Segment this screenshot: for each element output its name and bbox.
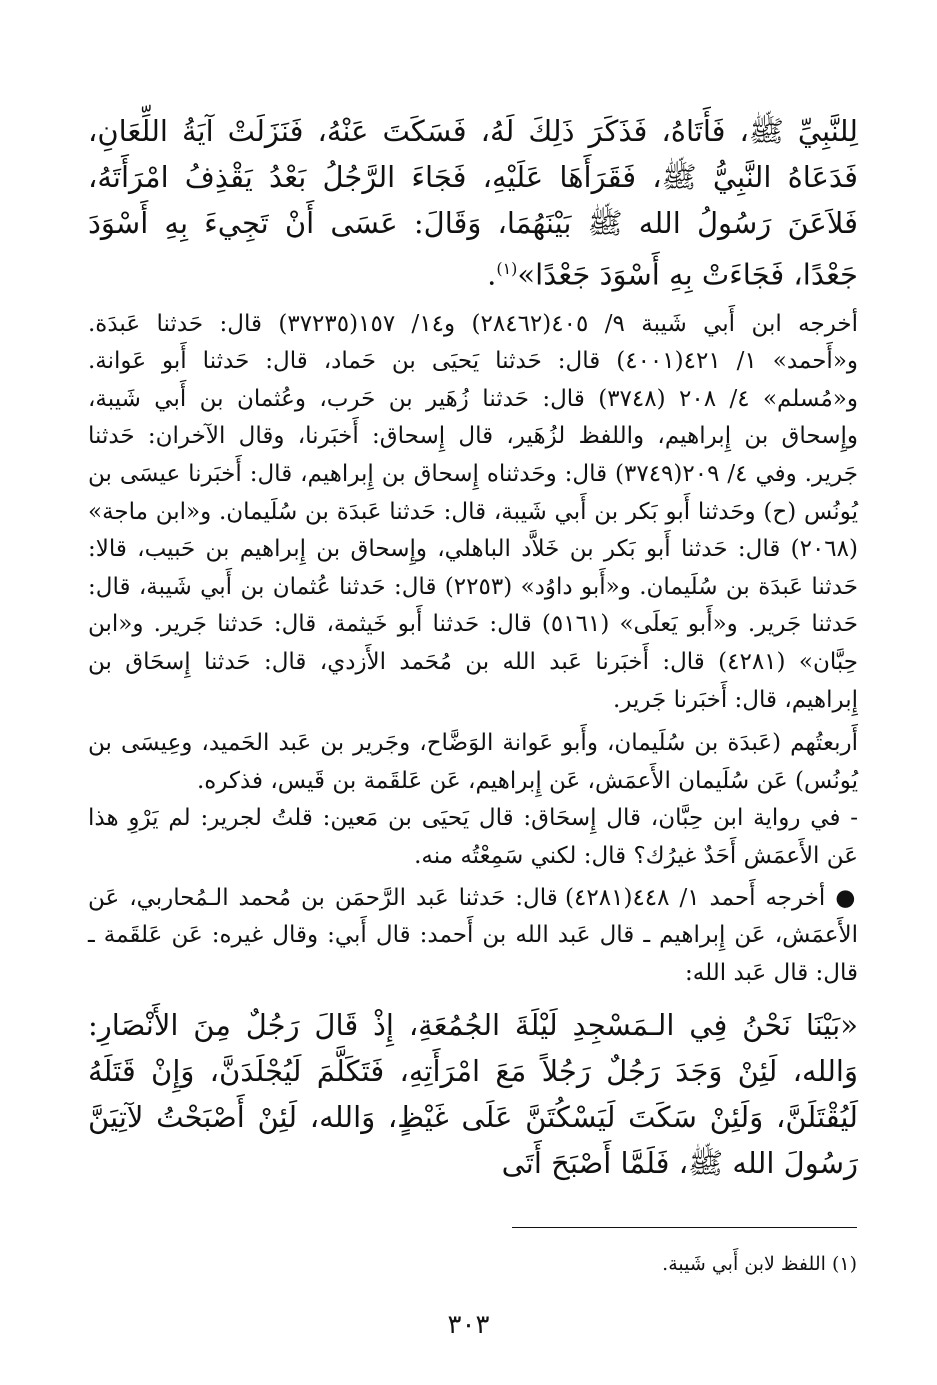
footnote: (١) اللفظ لابن أَبي شَيبة. bbox=[662, 1253, 857, 1275]
bullet-icon: ● bbox=[835, 884, 859, 911]
takhrij-paragraph-3: - في رواية ابن حِبَّان، قال إِسحَاق: قال يَحيَى بن مَعين: قلتُ لجرير: لم يَرْوِ هذا عَن الأَعمَش أَحَدٌ غيرُك؟ قال: لكني سَمِعْتُه منه. bbox=[88, 805, 858, 869]
hadith-text-2: «بَيْنَا نَحْنُ فِي الـمَسْجِدِ لَيْلَةَ الجُمُعَةِ، إِذْ قَالَ رَجُلٌ مِنَ الأَنْصَارِ: وَالله، لَئِنْ وَجَدَ رَجُلٌ رَجُلاً مَعَ امْرَأَتِهِ، فَتَكَلَّمَ لَيُجْلَدَنَّ، وَإِنْ قَتَلَهُ لَيُقْتَلَنَّ، وَلَئِنْ سَكَتَ لَيَسْكُتَنَّ عَلَى غَيْظٍ، وَالله، لَئِنْ أَصْبَحْتُ لآتِيَنَّ رَسُولَ الله ﷺ، فَلَمَّا أَصْبَحَ أَتَى bbox=[88, 1008, 858, 1181]
page-number: ٣٠٣ bbox=[447, 1310, 490, 1340]
takhrij-paragraph-4 bbox=[88, 880, 858, 993]
takhrij-paragraph-2: أَربعتُهم (عَبدَة بن سُلَيمان، وأَبو عَوانة الوَضَّاح، وجَرير بن عَبد الحَميد، وعِيسَى بن يُونُس) عَن سُلَيمان الأَعمَش، عَن إِبراهيم، عَن عَلقَمة بن قَيس، فذكره. bbox=[88, 730, 858, 794]
takhrij-paragraph-4-text: أخرجه أَحمد ١/ ٤٤٨(٤٢٨١) قال: حَدثنا عَبد الرَّحمَن بن مُحمد الـمُحاربي، عَن الأَعمَش، عَن إِبراهيم ـ قال عَبد الله بن أَحمد: قال أَبي: وقال غيره: عَن عَلقَمة ـ قال: قال عَبد الله: bbox=[88, 884, 858, 986]
page-body bbox=[88, 108, 858, 1186]
hadith-text-1 bbox=[88, 108, 858, 298]
footnote-divider bbox=[512, 1227, 857, 1228]
hadith-text-1-end: . bbox=[487, 257, 497, 292]
footnote-ref-1: (١) bbox=[496, 259, 518, 278]
hadith-text-1-body: لِلنَّبِيِّ ﷺ، فَأَتَاهُ، فَذَكَرَ ذَلِكَ لَهُ، فَسَكَتَ عَنْهُ، فَنَزَلَتْ آيَةُ اللِّعَانِ، فَدَعَاهُ النَّبِيُّ ﷺ، فَقَرَأَهَا عَلَيْهِ، فَجَاءَ الرَّجُلُ بَعْدُ يَقْذِفُ امْرَأَتَهُ، فَلاَعَنَ رَسُولُ الله ﷺ بَيْنَهُمَا، وَقَالَ: عَسَى أَنْ تَجِيءَ بِهِ أَسْوَدَ جَعْدًا، فَجَاءَتْ بِهِ أَسْوَدَ جَعْدًا» bbox=[88, 114, 858, 292]
takhrij-paragraph-1: أخرجه ابن أَبي شَيبة ٩/ ٤٠٥(٢٨٤٦٢) و١٤/ ١٥٧(٣٧٢٣٥) قال: حَدثنا عَبدَة. و«أَحمد» ١/ ٤٢١(٤٠٠١) قال: حَدثنا يَحيَى بن حَماد، قال: حَدثنا أَبو عَوانة. و«مُسلم» ٤/ ٢٠٨ (٣٧٤٨) قال: حَدثنا زُهَير بن حَرب، وعُثمان بن أَبي شَيبة، وإِسحاق بن إِبراهيم، واللفظ لزُهَير، قال إِسحاق: أَخبَرنا، وقال الآخران: حَدثنا جَرير. وفي ٤/ ٢٠٩(٣٧٤٩) قال: وحَدثناه إِسحاق بن إِبراهيم، قال: أَخبَرنا عيسَى بن يُونُس (ح) وحَدثنا أَبو بَكر بن أَبي شَيبة، قال: حَدثنا عَبدَة بن سُلَيمان. و«ابن ماجة» (٢٠٦٨) قال: حَدثنا أَبو بَكر بن خَلاَّد الباهلي، وإِسحاق بن إِبراهيم بن حَبيب، قالا: حَدثنا عَبدَة بن سُلَيمان. و«أَبو داوُد» (٢٢٥٣) قال: حَدثنا عُثمان بن أَبي شَيبة، قال: حَدثنا جَرير. و«أَبو يَعلَى» (٥١٦١) قال: حَدثنا أَبو خَيثمة، قال: حَدثنا جَرير. و«ابن حِبَّان» (٤٢٨١) قال: أَخبَرنا عَبد الله بن مُحَمد الأَزدي، قال: حَدثنا إِسحَاق بن إِبراهيم، قال: أَخبَرنا جَرير. bbox=[88, 310, 859, 713]
